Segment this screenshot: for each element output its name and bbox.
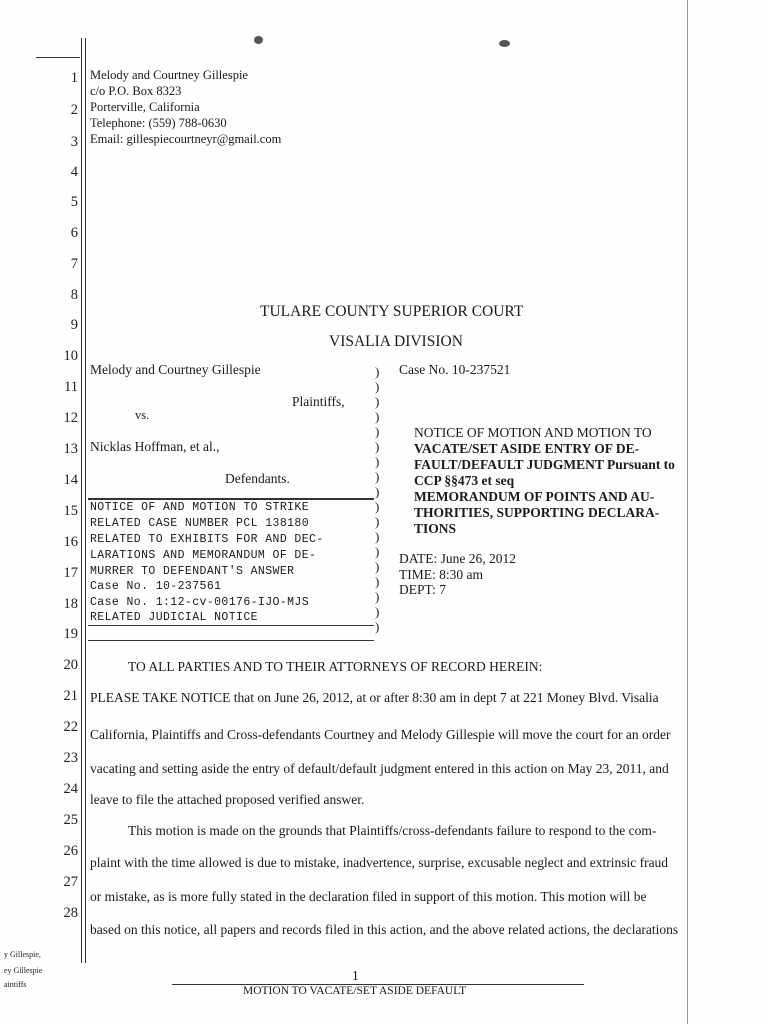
- line-number: 22: [63, 719, 78, 735]
- line-number: 24: [63, 781, 78, 797]
- related-line: RELATED CASE NUMBER PCL 138180: [90, 517, 310, 530]
- related-line: Case No. 10-237561: [90, 580, 222, 593]
- paren: ): [375, 439, 380, 454]
- hearing-time: TIME: 8:30 am: [399, 567, 483, 582]
- line-number: 2: [70, 102, 78, 118]
- margin-note-line: y Gillespie,: [4, 950, 41, 959]
- body-line: vacating and setting aside the entry of default/default judgment entered in this action on May 23, 2011, and: [90, 761, 669, 776]
- line-number: 28: [63, 905, 78, 921]
- header-line: c/o P.O. Box 8323: [90, 84, 182, 98]
- line-number: 13: [63, 441, 78, 457]
- body-line: leave to file the attached proposed verified answer.: [90, 792, 365, 807]
- paren: ): [375, 484, 380, 499]
- paren: ): [375, 619, 380, 634]
- punch-hole-right: [499, 40, 510, 47]
- paren: ): [375, 544, 380, 559]
- line-number: 21: [63, 688, 78, 704]
- footer-title: MOTION TO VACATE/SET ASIDE DEFAULT: [243, 985, 467, 997]
- title-line: TIONS: [414, 521, 457, 536]
- defendants-label: Defendants.: [225, 471, 290, 486]
- line-number: 11: [64, 379, 78, 395]
- margin-rule-right: [687, 0, 688, 1024]
- pursuant-to: Pursuant to: [607, 457, 675, 472]
- paren: ): [375, 589, 380, 604]
- header-line: Melody and Courtney Gillespie: [90, 68, 248, 82]
- caption-rule-bottom: [88, 640, 374, 641]
- paren: ): [375, 529, 380, 544]
- line-number: 4: [70, 164, 78, 180]
- line-number: 1: [70, 70, 78, 86]
- line-number: 10: [63, 348, 78, 364]
- defendants-names: Nicklas Hoffman, et al.,: [90, 439, 220, 454]
- paren: ): [375, 604, 380, 619]
- related-line: NOTICE OF AND MOTION TO STRIKE: [90, 501, 310, 514]
- body-line: plaint with the time allowed is due to mistake, inadvertence, surprise, excusable neglect and extrinsic fraud: [90, 855, 669, 870]
- line-number: 17: [63, 565, 78, 581]
- paren: ): [375, 424, 380, 439]
- body-line: or mistake, as is more fully stated in the declaration filed in support of this motion. This motion will be: [90, 889, 647, 904]
- line-number: 20: [63, 657, 78, 673]
- line-number: 15: [63, 503, 78, 519]
- line-number: 3: [70, 134, 78, 150]
- line-number: 23: [63, 750, 78, 766]
- salutation: TO ALL PARTIES AND TO THEIR ATTORNEYS OF RECORD HEREIN:: [128, 659, 543, 674]
- hearing-date: DATE: June 26, 2012: [399, 551, 516, 566]
- line-number: 14: [63, 472, 78, 488]
- line-number: 5: [70, 194, 78, 210]
- versus: vs.: [135, 408, 150, 422]
- paren: ): [375, 454, 380, 469]
- hearing-dept: DEPT: 7: [399, 582, 446, 597]
- line-number: 7: [70, 256, 78, 272]
- line-number: 26: [63, 843, 78, 859]
- plaintiffs-label: Plaintiffs,: [292, 394, 345, 409]
- page-number: 1: [352, 968, 359, 983]
- related-line: RELATED JUDICIAL NOTICE: [90, 611, 258, 624]
- line-number: 16: [63, 534, 78, 550]
- line-number: 12: [63, 410, 78, 426]
- margin-rule-inner: [85, 38, 86, 963]
- paren: ): [375, 499, 380, 514]
- line-number: 19: [63, 626, 78, 642]
- header-line: Porterville, California: [90, 100, 200, 114]
- line-number: 6: [70, 225, 78, 241]
- caption-rule-top: [88, 498, 374, 500]
- paren: ): [375, 514, 380, 529]
- line-number: 9: [70, 317, 78, 333]
- body-line: based on this notice, all papers and records filed in this action, and the above related actions, the declarations: [90, 922, 679, 937]
- body-line: This motion is made on the grounds that Plaintiffs/cross-defendants failure to respond to the com-: [128, 823, 657, 838]
- title-line-text: FAULT/DEFAULT JUDGMENT: [414, 457, 604, 472]
- line-number: 25: [63, 812, 78, 828]
- caption-rule-mid: [88, 625, 374, 626]
- court-division: VISALIA DIVISION: [329, 333, 463, 350]
- paren: ): [375, 409, 380, 424]
- paren: ): [375, 469, 380, 484]
- related-line: RELATED TO EXHIBITS FOR AND DEC-: [90, 533, 324, 546]
- title-line: VACATE/SET ASIDE ENTRY OF DE-: [414, 441, 640, 456]
- header-line: Telephone: (559) 788-0630: [90, 116, 227, 130]
- court-name: TULARE COUNTY SUPERIOR COURT: [260, 303, 524, 320]
- top-left-rule: [36, 57, 80, 58]
- title-line: THORITIES, SUPPORTING DECLARA-: [414, 505, 660, 520]
- paren: ): [375, 364, 380, 379]
- related-line: MURRER TO DEFENDANT'S ANSWER: [90, 565, 295, 578]
- related-line: LARATIONS AND MEMORANDUM OF DE-: [90, 549, 317, 562]
- punch-hole-left: [254, 36, 263, 44]
- paren: ): [375, 394, 380, 409]
- margin-note-line: aintiffs: [4, 980, 27, 989]
- paren: ): [375, 379, 380, 394]
- title-line: NOTICE OF MOTION AND MOTION TO: [414, 425, 652, 440]
- paren: ): [375, 574, 380, 589]
- line-number: 18: [63, 596, 78, 612]
- related-line: Case No. 1:12-cv-00176-IJO-MJS: [90, 596, 310, 609]
- body-line: PLEASE TAKE NOTICE that on June 26, 2012, at or after 8:30 am in dept 7 at 221 Money Blvd. Visalia: [90, 690, 659, 705]
- line-number: 8: [70, 287, 78, 303]
- header-line: Email: gillespiecourtneyr@gmail.com: [90, 132, 282, 146]
- margin-note-line: ey Gillespie: [4, 966, 43, 975]
- plaintiffs-names: Melody and Courtney Gillespie: [90, 362, 261, 377]
- title-line: [414, 457, 675, 473]
- case-number: Case No. 10-237521: [399, 362, 511, 377]
- line-number: 27: [63, 874, 78, 890]
- title-line: CCP §§473 et seq: [414, 473, 515, 488]
- body-line: California, Plaintiffs and Cross-defendants Courtney and Melody Gillespie will move the court for an order: [90, 727, 671, 742]
- paren: ): [375, 559, 380, 574]
- margin-rule-outer: [81, 38, 82, 963]
- title-line: MEMORANDUM OF POINTS AND AU-: [414, 489, 655, 504]
